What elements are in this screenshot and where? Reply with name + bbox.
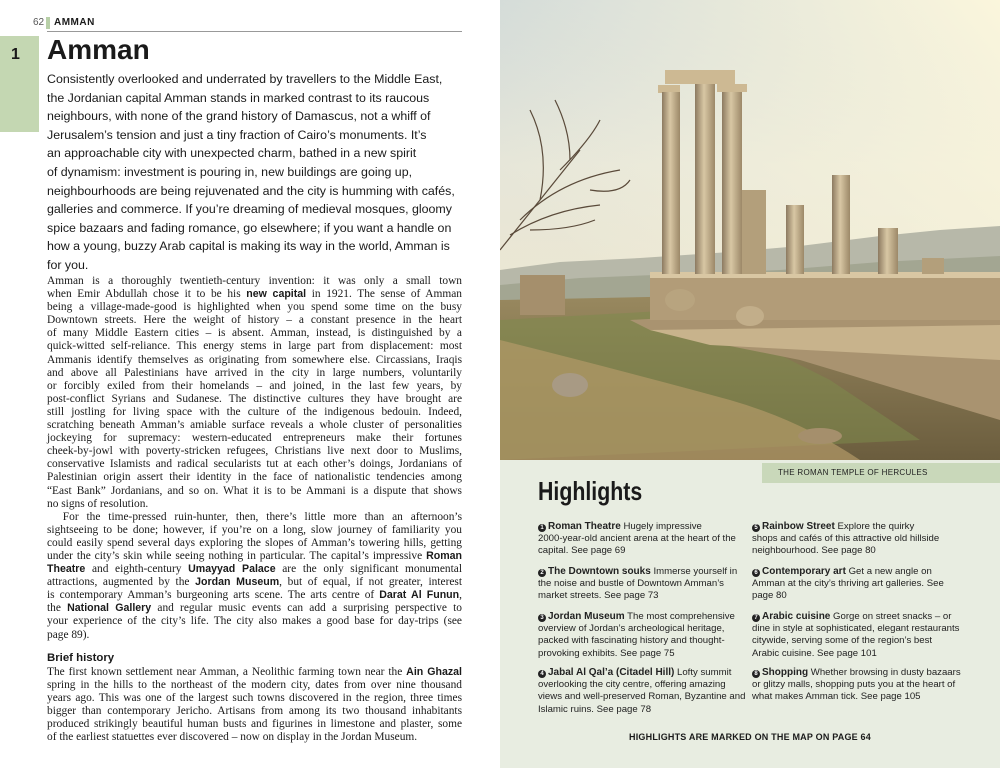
text-line [47, 576, 462, 589]
text-line [47, 367, 462, 380]
highlight-number-badge: 7 [752, 614, 760, 622]
text-line [47, 432, 462, 445]
intro-line: the Jordanian capital Amman stands in marked contrast to its raucous [47, 90, 430, 105]
text-segment: sightseeing to be done; however, if you’re on a long, slow journey of familiarity you [47, 523, 462, 536]
intro-paragraph [47, 70, 462, 275]
highlight-description: citywide, serving some of the region’s best [752, 635, 933, 647]
text-segment: For the time-pressed ruin-hunter, then, there’s little more than an afternoon’s [47, 510, 462, 523]
running-head-title: AMMAN [54, 17, 95, 28]
text-segment: quick-witted self-reliance. This energy stems in large part from displacement: most [47, 340, 462, 353]
highlight-name: Jabal Al Qal’a (Citadel Hill) [548, 667, 675, 678]
highlight-item [538, 521, 748, 558]
highlight-item [538, 611, 748, 660]
highlights-footer: HIGHLIGHTS ARE MARKED ON THE MAP ON PAGE 64 [629, 732, 871, 742]
text-line [47, 471, 462, 484]
text-segment: “East Bank” Jordanians, and so on. What it is to be Ammani is a dispute that shows [47, 484, 462, 497]
chapter-title: Amman [47, 34, 150, 65]
highlight-description: capital. See page 69 [538, 545, 626, 557]
text-line [47, 666, 462, 679]
text-line [47, 718, 462, 731]
highlight-description: overlooking the city centre, offering amazing [538, 679, 726, 691]
text-line [47, 406, 462, 419]
text-segment: spring in the hills to the northeast of the modern city, dates from over nine thousand [47, 679, 462, 692]
bold-place-name: National Gallery [67, 602, 152, 615]
text-segment: could easily spend several days exploring the slopes of Amman’s towering hills, getting [47, 536, 462, 549]
text-segment: , [459, 589, 462, 602]
highlight-description: neighbourhood. See page 80 [752, 545, 876, 557]
text-segment: Ammanis identify themselves as originating from somewhere else. Circassians, Iraqis [47, 353, 462, 366]
text-segment: of the earliest statuettes ever discovered – now on display in the Jordan Museum. [47, 731, 418, 744]
text-line [47, 419, 462, 432]
highlight-description: Amman at the city’s thriving art galleries. See [752, 578, 944, 590]
highlight-item [752, 611, 962, 660]
highlight-name: The Downtown souks [548, 566, 651, 577]
text-segment: scratching beneath Amman’s amiable surface reveals a whole cluster of personalities [47, 419, 462, 432]
intro-line: Consistently overlooked and underrated by travellers to the Middle East, [47, 72, 443, 86]
text-segment: bigger than contemporary Jericho. Artisans from among its two thousand inhabitants [47, 705, 462, 718]
highlight-description: market streets. See page 73 [538, 590, 659, 602]
highlight-name: Arabic cuisine [762, 611, 831, 622]
text-segment: and regular music events can add a surprising perspective to [151, 602, 462, 615]
intro-line: Jerusalem’s tension and just a tiny fraction of Cairo’s monuments. It’s [47, 127, 427, 142]
text-segment: cheek-by-jowl with poverty-stricken refugees, Christians live next door to Muslims, [47, 445, 462, 458]
highlight-name: Contemporary art [762, 566, 846, 577]
highlight-number-badge: 1 [538, 524, 546, 532]
intro-line: how a young, buzzy Arab capital is making its way in the world, Amman is [47, 239, 450, 254]
text-line [47, 550, 462, 563]
text-line [47, 314, 462, 327]
highlight-item [752, 667, 962, 704]
intro-line: for you. [47, 257, 89, 272]
right-page [500, 0, 1000, 768]
chapter-number: 1 [11, 46, 20, 63]
highlight-description: or glitzy malls, shopping puts you at the heart of [752, 679, 956, 691]
text-line [47, 354, 462, 367]
bold-place-name: Umayyad Palace [188, 563, 276, 576]
intro-line: of dynamism: investment is pouring in, new buildings are going up, [47, 164, 413, 179]
intro-line: neighbourhoods are being rejuvenated and the city is humming with cafés, [47, 183, 455, 198]
bold-place-name: Theatre [47, 563, 86, 576]
text-segment: are the only significant monumental [275, 563, 462, 576]
bold-place-name: Darat Al Funun [379, 589, 460, 602]
highlight-item [752, 566, 962, 603]
text-segment: no signs of resolution. [47, 497, 149, 510]
text-segment: Amman is a thoroughly twentieth-century invention: it was only a small town [47, 275, 462, 287]
bold-place-name: Roman [426, 549, 462, 562]
text-line [47, 393, 462, 406]
text-segment: post-conflict Syrians and Sudanese. The distinctive cultures they have brought are [47, 392, 462, 405]
highlight-item [538, 566, 748, 603]
bold-place-name: Ain Ghazal [406, 666, 462, 678]
text-segment: years ago. This was one of the largest such towns discovered in the region, three times [47, 692, 462, 705]
highlight-number-badge: 2 [538, 569, 546, 577]
text-segment: still jostling for living space with the culture of the indigenous bedouin. Indeed, [47, 405, 462, 418]
text-line [47, 537, 462, 550]
highlight-description: packed with fascinating history and thought- [538, 635, 725, 647]
intro-line: spice bazaars and fading romance, go elsewhere; if you want a handle on [47, 220, 452, 235]
text-line [47, 511, 462, 524]
page-number: 62 [33, 17, 45, 28]
text-line [47, 301, 462, 314]
highlights-title: Highlights [538, 476, 643, 506]
text-segment: and eighth-century [85, 563, 189, 576]
text-line [47, 445, 462, 458]
text-segment: when Emir Abdullah chose it to be his [47, 288, 247, 301]
text-segment: jockeying for supremacy: western-educated entrepreneurs make their fortunes [47, 432, 462, 445]
text-segment: page 89). [47, 628, 90, 641]
text-line [47, 340, 462, 353]
highlight-description: 2000-year-old ancient arena at the heart of the [538, 533, 736, 545]
text-line [47, 380, 462, 393]
highlight-description: overview of Jordan’s archeological heritage, [538, 623, 725, 635]
text-line [47, 563, 462, 576]
text-segment: Downtown streets. Here the weight of history – a constant presence in the heart [47, 314, 462, 327]
highlight-number-badge: 5 [752, 524, 760, 532]
text-line [47, 589, 462, 602]
text-line [47, 458, 462, 471]
bold-place-name: Jordan Museum [195, 576, 280, 589]
intro-line: an approachable city with unexpected charm, bathed in a new spirit [47, 146, 417, 161]
highlight-description: Islamic ruins. See page 78 [538, 703, 652, 715]
text-segment: under the city’s skin while seeing nothing in particular. The capital’s impressive [47, 549, 427, 562]
photo-caption-bar [762, 463, 1000, 483]
text-line [47, 327, 462, 340]
text-line [47, 602, 462, 615]
text-line [47, 615, 462, 628]
text-segment: your experience of the city’s life. The city also makes a good base for day-trips (see [47, 615, 462, 628]
highlight-description: Hugely impressive [620, 521, 702, 532]
body-text [47, 275, 462, 642]
highlight-description: Gorge on street snacks – or [830, 611, 952, 622]
text-line [47, 692, 462, 705]
bold-place-name: new capital [246, 288, 307, 301]
highlight-description: Lofty summit [674, 667, 732, 678]
highlight-description: dine in style at sophisticated, elegant restaurants [752, 623, 960, 635]
highlight-description: The most comprehensive [624, 611, 735, 622]
highlight-description: what makes Amman tick. See page 105 [752, 691, 921, 703]
text-segment: , but of equal, if not greater, interest [279, 576, 463, 589]
highlight-description: Explore the quirky [834, 521, 915, 532]
highlight-description: views and well-preserved Roman, Byzantine and [538, 691, 746, 703]
text-line [47, 275, 462, 288]
highlight-description: Immerse yourself in [650, 566, 738, 577]
intro-line: neighbours, with none of the grand history of Damascus, not a whiff of [47, 109, 431, 124]
chapter-tab [0, 36, 39, 132]
highlight-name: Shopping [762, 667, 809, 678]
text-segment: attractions, augmented by the [47, 576, 196, 589]
highlight-description: the noise and bustle of Downtown Amman’s [538, 578, 724, 590]
text-line [47, 629, 462, 642]
highlight-number-badge: 4 [538, 670, 546, 678]
highlight-description: Whether browsing in dusty bazaars [808, 667, 961, 678]
text-segment: produced strikingly beautiful human busts and figurines in limestone and plaster, some [47, 718, 462, 731]
photo-caption: THE ROMAN TEMPLE OF HERCULES [778, 468, 928, 477]
text-segment: The first known settlement near Amman, a Neolithic farming town near the [47, 666, 407, 678]
highlight-number-badge: 6 [752, 569, 760, 577]
highlight-description: provoking exhibits. See page 75 [538, 647, 675, 659]
text-segment: is contemporary Amman’s burgeoning arts scene. The arts centre of [47, 589, 380, 602]
text-segment: of many Middle Eastern cities – is absent. Amman, instead, is distinguished by a [47, 327, 462, 340]
text-line [47, 524, 462, 537]
text-segment: being a village-made-good is highlighted when you spend some time on the busy [47, 301, 462, 314]
highlight-item [538, 667, 748, 716]
highlight-item [752, 521, 962, 558]
highlight-description: page 80 [752, 590, 787, 602]
text-line [47, 288, 462, 301]
text-segment: in 1921. The sense of Amman [306, 288, 462, 301]
brief-history-heading: Brief history [47, 652, 115, 664]
text-line [47, 731, 462, 744]
highlight-name: Rainbow Street [762, 521, 835, 532]
text-segment: or forcibly exiled from their homelands – and joined, in the last few years, by [47, 379, 462, 392]
highlight-name: Roman Theatre [548, 521, 621, 532]
highlight-number-badge: 8 [752, 670, 760, 678]
text-line [47, 485, 462, 498]
highlight-number-badge: 3 [538, 614, 546, 622]
highlight-name: Jordan Museum [548, 611, 625, 622]
text-segment: conservative Islamists and radical secularists tut at each other’s doings, Jordanians of [47, 458, 462, 471]
intro-line: galleries and commerce. If you’re dreaming of medieval mosques, gloomy [47, 202, 452, 217]
brief-history-text [47, 666, 462, 745]
text-segment: the [47, 602, 68, 615]
text-segment: and above all Palestinians have arrived in the city in large numbers, voluntarily [47, 366, 462, 379]
running-head-marker [46, 17, 50, 29]
text-line [47, 498, 462, 511]
text-segment: Palestinian origin assert their identity in the face of nationalistic tendencies among [47, 471, 462, 484]
highlight-description: Get a new angle on [845, 566, 932, 577]
text-line [47, 705, 462, 718]
highlight-description: Arabic cuisine. See page 101 [752, 647, 877, 659]
highlight-description: shops and cafés of this attractive old hillside [752, 533, 940, 545]
text-line [47, 679, 462, 692]
temple-of-hercules-photo [500, 0, 1000, 460]
